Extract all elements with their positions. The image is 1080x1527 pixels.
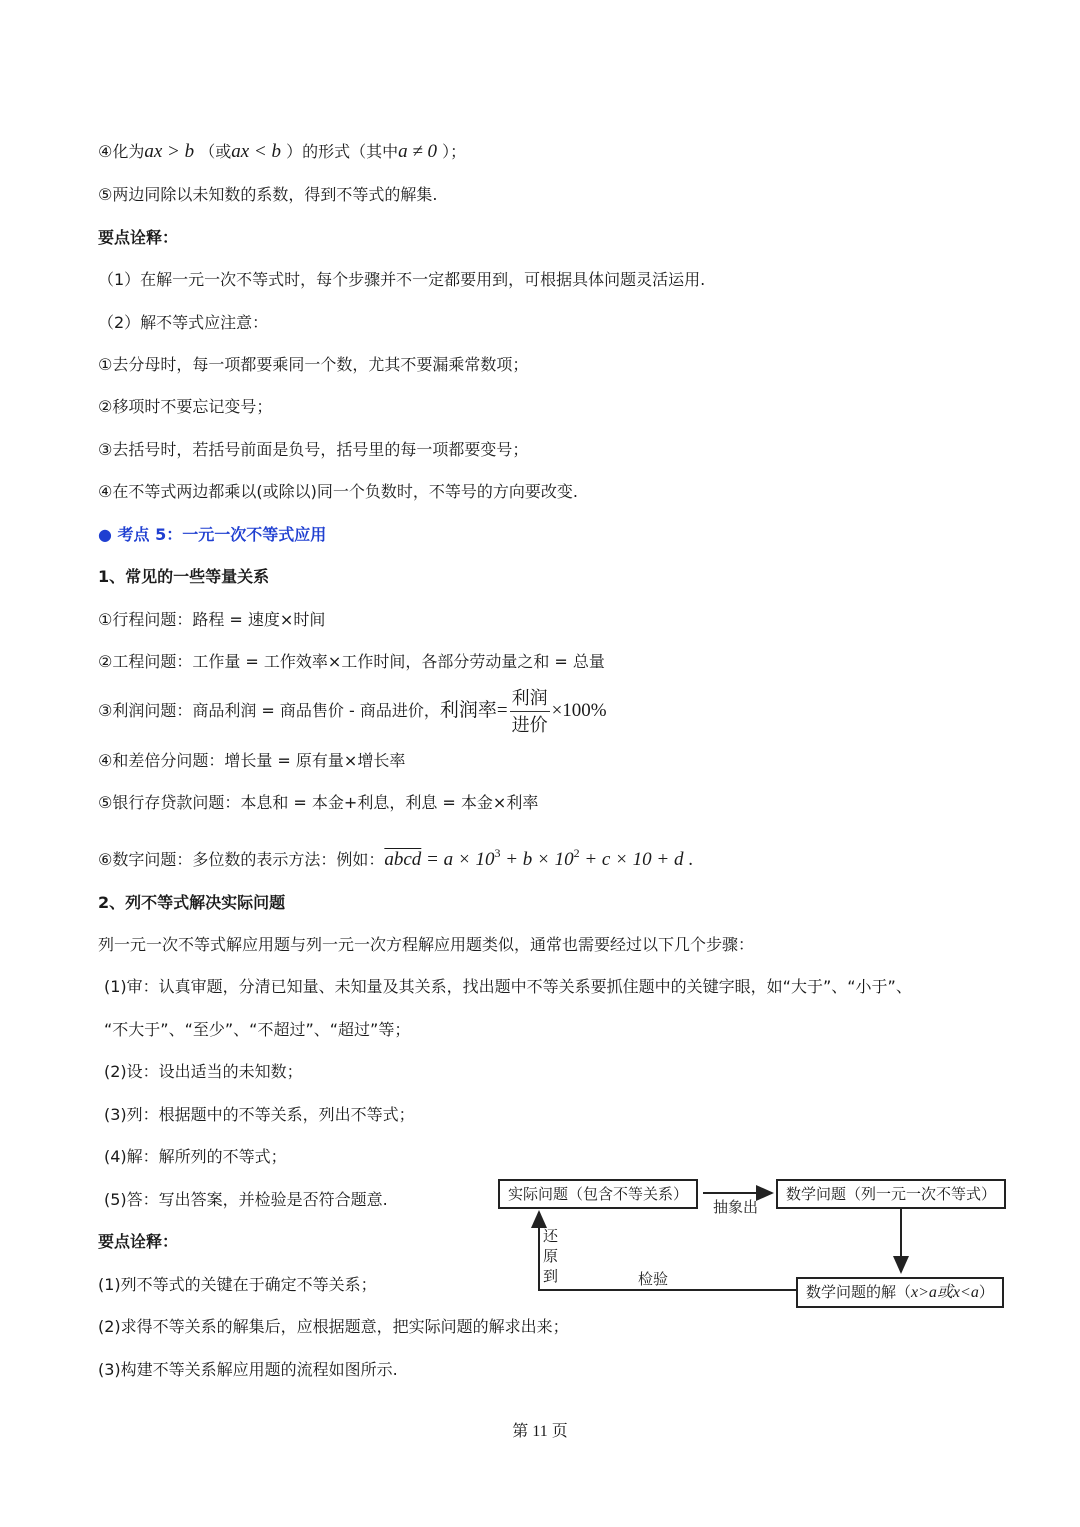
step-item: (4)解：解所列的不等式； [104, 1147, 287, 1166]
note-1: （1）在解一元一次不等式时，每个步骤并不一定都要用到，可根据具体问题灵活运用. [98, 270, 706, 289]
fraction-denominator: 进价 [511, 715, 548, 735]
note2-item: ③去括号时，若括号前面是负号，括号里的每一项都要变号； [98, 440, 529, 459]
step-item: (5)答：写出答案，并检验是否符合题意. [104, 1190, 388, 1209]
formula-part: + c × 10 + d [579, 849, 684, 870]
formula-end: . [683, 849, 694, 870]
arrow-label-restore [543, 1226, 558, 1286]
fraction-numerator: 利润 [510, 687, 550, 712]
section2-title: 2、列不等式解决实际问题 [98, 893, 286, 912]
step4-mid1: （或 [194, 142, 232, 161]
notes-title-1: 要点诠释： [98, 228, 179, 247]
note2-item: ②移项时不要忘记变号； [98, 397, 273, 416]
arrow-label-abstract: 抽象出 [713, 1198, 759, 1216]
kaodian-heading: ● 考点 5：一元一次不等式应用 [98, 525, 327, 544]
notes2-item: (3)构建不等关系解应用题的流程如图所示. [98, 1360, 398, 1379]
notes2-item: (1)列不等式的关键在于确定不等关系； [98, 1275, 377, 1294]
relation-item: ①行程问题：路程 = 速度×时间 [98, 610, 326, 629]
step5-line: ⑤两边同除以未知数的系数，得到不等式的解集. [98, 185, 438, 204]
restore-char: 到 [543, 1267, 559, 1285]
formula-abcd: abcd [384, 849, 422, 870]
notes-title-2: 要点诠释： [98, 1232, 179, 1251]
profit-rate-rhs: ×100% [551, 700, 607, 721]
note2-item: ①去分母时，每一项都要乘同一个数，尤其不要漏乘常数项； [98, 355, 529, 374]
step-item: (3)列：根据题中的不等关系，列出不等式； [104, 1105, 415, 1124]
relation-item: ④和差倍分问题：增长量 = 原有量×增长率 [98, 751, 406, 770]
profit-rate-lhs: 利润率= [439, 700, 508, 721]
arrow-label-verify: 检验 [638, 1270, 669, 1288]
formula-ax-gt-b: ax > b [144, 141, 195, 162]
restore-char: 还 [543, 1227, 559, 1245]
formula-part: = a × 10 [421, 849, 495, 870]
flow-box-real-problem: 实际问题（包含不等关系） [498, 1179, 698, 1209]
solution-math: x>a或x<a [911, 1284, 979, 1301]
step4-mid2: ）的形式（其中 [280, 142, 399, 161]
section1-title: 1、常见的一些等量关系 [98, 567, 270, 586]
digits-text: ⑥数字问题：多位数的表示方法：例如： [98, 850, 385, 869]
step-item: (2)设：设出适当的未知数； [104, 1062, 303, 1081]
formula-ax-lt-b: ax < b [231, 141, 281, 162]
formula-a-neq-0: a ≠ 0 [398, 141, 438, 162]
step4-suffix: ）； [437, 142, 467, 161]
relation-item: ⑤银行存贷款问题：本息和 = 本金+利息，利息 = 本金×利率 [98, 793, 539, 812]
formula-part: + b × 10 [500, 849, 574, 870]
relation-item: ②工程问题：工作量 = 工作效率×工作时间，各部分劳动量之和 = 总量 [98, 652, 605, 671]
step4-prefix: ④化为 [98, 142, 145, 161]
exponent: 3 [494, 846, 501, 860]
profit-text: ③利润问题：商品利润 = 商品售价 - 商品进价， [98, 701, 440, 720]
page-footer: 第 11 页 [512, 1423, 568, 1440]
flow-box-math-problem: 数学问题（列一元一次不等式） [776, 1179, 1006, 1209]
step-item: (1)审：认真审题，分清已知量、未知量及其关系，找出题中不等关系要抓住题中的关键字眼，如“大于”、“小于”、 [104, 977, 912, 996]
step-item: “不大于”、“至少”、“不超过”、“超过”等； [104, 1020, 411, 1039]
notes2-item: (2)求得不等关系的解集后，应根据题意，把实际问题的解求出来； [98, 1317, 569, 1336]
flow-box-solution [796, 1277, 1004, 1308]
exponent: 2 [573, 846, 580, 860]
note2-item: ④在不等式两边都乘以(或除以)同一个负数时，不等号的方向要改变. [98, 482, 578, 501]
note-2: （2）解不等式应注意： [98, 313, 269, 332]
solution-prefix: 数学问题的解（ [806, 1283, 912, 1301]
solution-suffix: ） [978, 1283, 994, 1301]
section2-intro: 列一元一次不等式解应用题与列一元一次方程解应用题类似，通常也需要经过以下几个步骤： [98, 935, 755, 954]
restore-char: 原 [543, 1247, 559, 1265]
